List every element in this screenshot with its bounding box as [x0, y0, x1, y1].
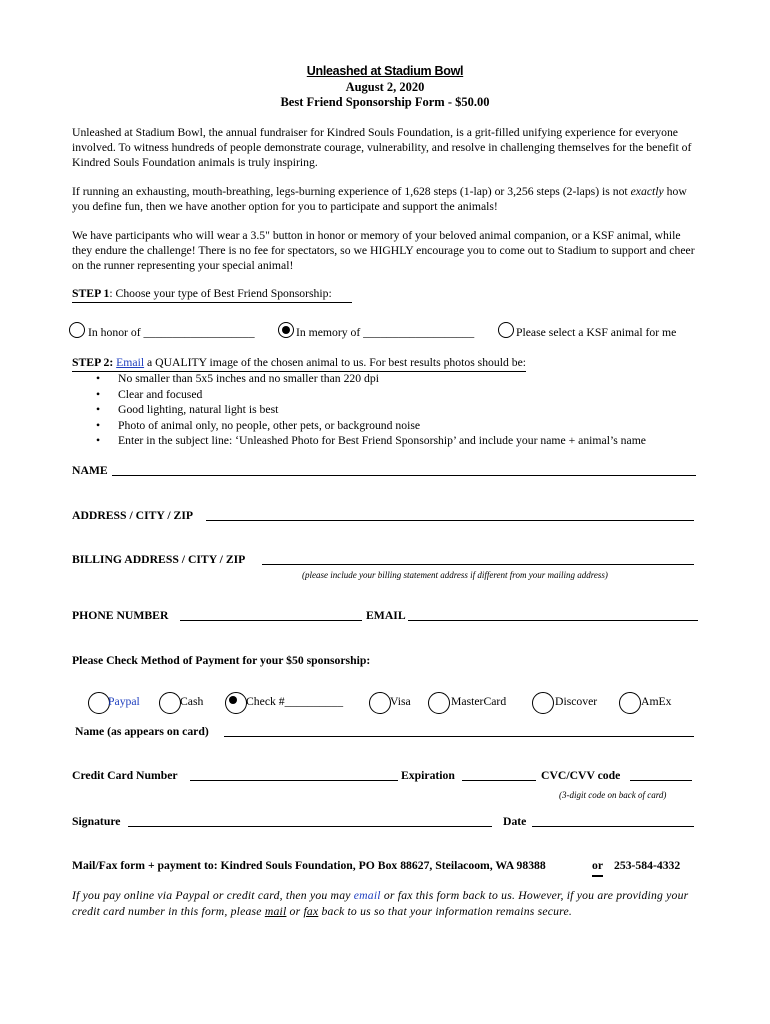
- fun-paragraph: [72, 184, 698, 214]
- footer-text-d: back to us so that your information remains secure.: [318, 904, 573, 918]
- name-on-card-label: Name (as appears on card): [75, 725, 209, 738]
- radio-visa[interactable]: [369, 692, 391, 714]
- address-field[interactable]: [206, 509, 694, 521]
- cc-number-label: Credit Card Number: [72, 769, 178, 782]
- paypal-label[interactable]: Paypal: [108, 695, 140, 708]
- cvc-label: CVC/CVV code: [541, 769, 621, 782]
- list-item: • Clear and focused: [72, 387, 712, 403]
- footer-fax: fax: [303, 904, 319, 918]
- email-link[interactable]: Email: [116, 356, 145, 369]
- discover-label: Discover: [555, 695, 598, 708]
- radio-cash[interactable]: [159, 692, 181, 714]
- step1-heading: [72, 287, 352, 303]
- step1-label: STEP 1: [72, 286, 110, 300]
- date-field[interactable]: [532, 815, 694, 827]
- visa-label: Visa: [390, 695, 411, 708]
- signature-label: Signature: [72, 815, 121, 828]
- billing-label: BILLING ADDRESS / CITY / ZIP: [72, 553, 246, 566]
- radio-mastercard[interactable]: [428, 692, 450, 714]
- date-label: Date: [503, 815, 527, 828]
- radio-discover[interactable]: [532, 692, 554, 714]
- email-field[interactable]: [408, 609, 698, 621]
- radio-ksf-animal[interactable]: [498, 322, 514, 338]
- option-in-memory-label: In memory of ___________________: [296, 326, 475, 339]
- name-field[interactable]: [112, 464, 696, 476]
- form-title: Best Friend Sponsorship Form - $50.00: [280, 95, 490, 109]
- step2-label: STEP 2:: [72, 356, 114, 369]
- phone-field[interactable]: [180, 609, 362, 621]
- mail-phone: 253-584-4332: [614, 859, 681, 872]
- list-item: • Good lighting, natural light is best: [72, 402, 712, 418]
- footer-mail: mail: [264, 904, 287, 918]
- list-item: • No smaller than 5x5 inches and no smaller than 220 dpi: [72, 371, 712, 387]
- name-on-card-field[interactable]: [224, 725, 694, 737]
- footer-text-a: If you pay online via Paypal or credit card, then you may: [72, 889, 354, 902]
- participants-paragraph: We have participants who will wear a 3.5" button in honor or memory of your beloved animal companion, or a KSF animal, while they endure the challenge! There is no fee for spectators, so we HIGHLY encourage you to come out to Stadium to support and cheer on the runner representing your special animal!: [72, 228, 695, 272]
- radio-paypal[interactable]: [88, 692, 110, 714]
- check-label: Check #__________: [246, 695, 344, 708]
- radio-in-honor[interactable]: [69, 322, 85, 338]
- footer-text-b: or fax this form back to us. However, if you are providing your credit card number in this form, please: [72, 889, 689, 918]
- event-date: August 2, 2020: [345, 79, 425, 94]
- footer-note: [72, 888, 702, 919]
- list-item: • Enter in the subject line: ‘Unleashed Photo for Best Friend Sponsorship’ and include your name + animal’s name: [72, 433, 712, 449]
- expiration-field[interactable]: [462, 769, 536, 781]
- footer-email-link[interactable]: email: [353, 889, 381, 902]
- form-page: [72, 64, 698, 303]
- address-label: ADDRESS / CITY / ZIP: [72, 509, 194, 522]
- signature-field[interactable]: [128, 815, 492, 827]
- fun-text-a: If running an exhausting, mouth-breathing, legs-burning experience of 1,628 steps (1-lap) or 3,256 steps (2-laps) is not: [72, 184, 631, 198]
- expiration-label: Expiration: [401, 769, 455, 782]
- list-item: • Photo of animal only, no people, other pets, or background noise: [72, 418, 712, 434]
- footer-text-c: or: [286, 904, 304, 918]
- cvc-field[interactable]: [630, 769, 692, 781]
- cash-label: Cash: [180, 695, 204, 708]
- event-title: Unleashed at Stadium Bowl: [306, 64, 464, 78]
- mail-or: or: [592, 858, 603, 877]
- fun-text-em: exactly: [630, 184, 664, 198]
- billing-field[interactable]: [262, 553, 694, 565]
- intro-paragraph: Unleashed at Stadium Bowl, the annual fundraiser for Kindred Souls Foundation, is a grit-filled unifying experience for everyone involved. To witness hundreds of people demonstrate courage, vulnerability, and resolve in challenging themselves for the benefit of Kindred Souls Foundation animals is truly inspiring.: [72, 125, 692, 169]
- payment-prompt: Please Check Method of Payment for your $50 sponsorship:: [72, 654, 371, 667]
- step1-text: : Choose your type of Best Friend Sponsorship:: [109, 286, 332, 300]
- email-label: EMAIL: [366, 609, 406, 622]
- option-ksf-animal-label: Please select a KSF animal for me: [516, 326, 677, 339]
- step2-text: a QUALITY image of the chosen animal to us. For best results photos should be:: [144, 356, 527, 369]
- photo-requirements-list: [72, 371, 712, 449]
- mastercard-label: MasterCard: [451, 695, 507, 708]
- phone-label: PHONE NUMBER: [72, 609, 169, 622]
- radio-check[interactable]: [225, 692, 247, 714]
- billing-note: (please include your billing statement address if different from your mailing address): [302, 570, 608, 580]
- cvc-note: (3-digit code on back of card): [559, 790, 667, 800]
- cc-number-field[interactable]: [190, 769, 398, 781]
- radio-in-memory[interactable]: [278, 322, 294, 338]
- name-label: NAME: [72, 464, 108, 477]
- amex-label: AmEx: [641, 695, 672, 708]
- mail-instructions: Mail/Fax form + payment to: Kindred Souls Foundation, PO Box 88627, Steilacoom, WA 98388: [72, 859, 546, 872]
- option-in-honor-label: In honor of ___________________: [88, 326, 255, 339]
- fun-text-b: how you define fun, then we have another option for you to participate and support the animals!: [72, 184, 687, 213]
- radio-amex[interactable]: [619, 692, 641, 714]
- step2-heading: [72, 355, 526, 372]
- form-header: [72, 64, 698, 111]
